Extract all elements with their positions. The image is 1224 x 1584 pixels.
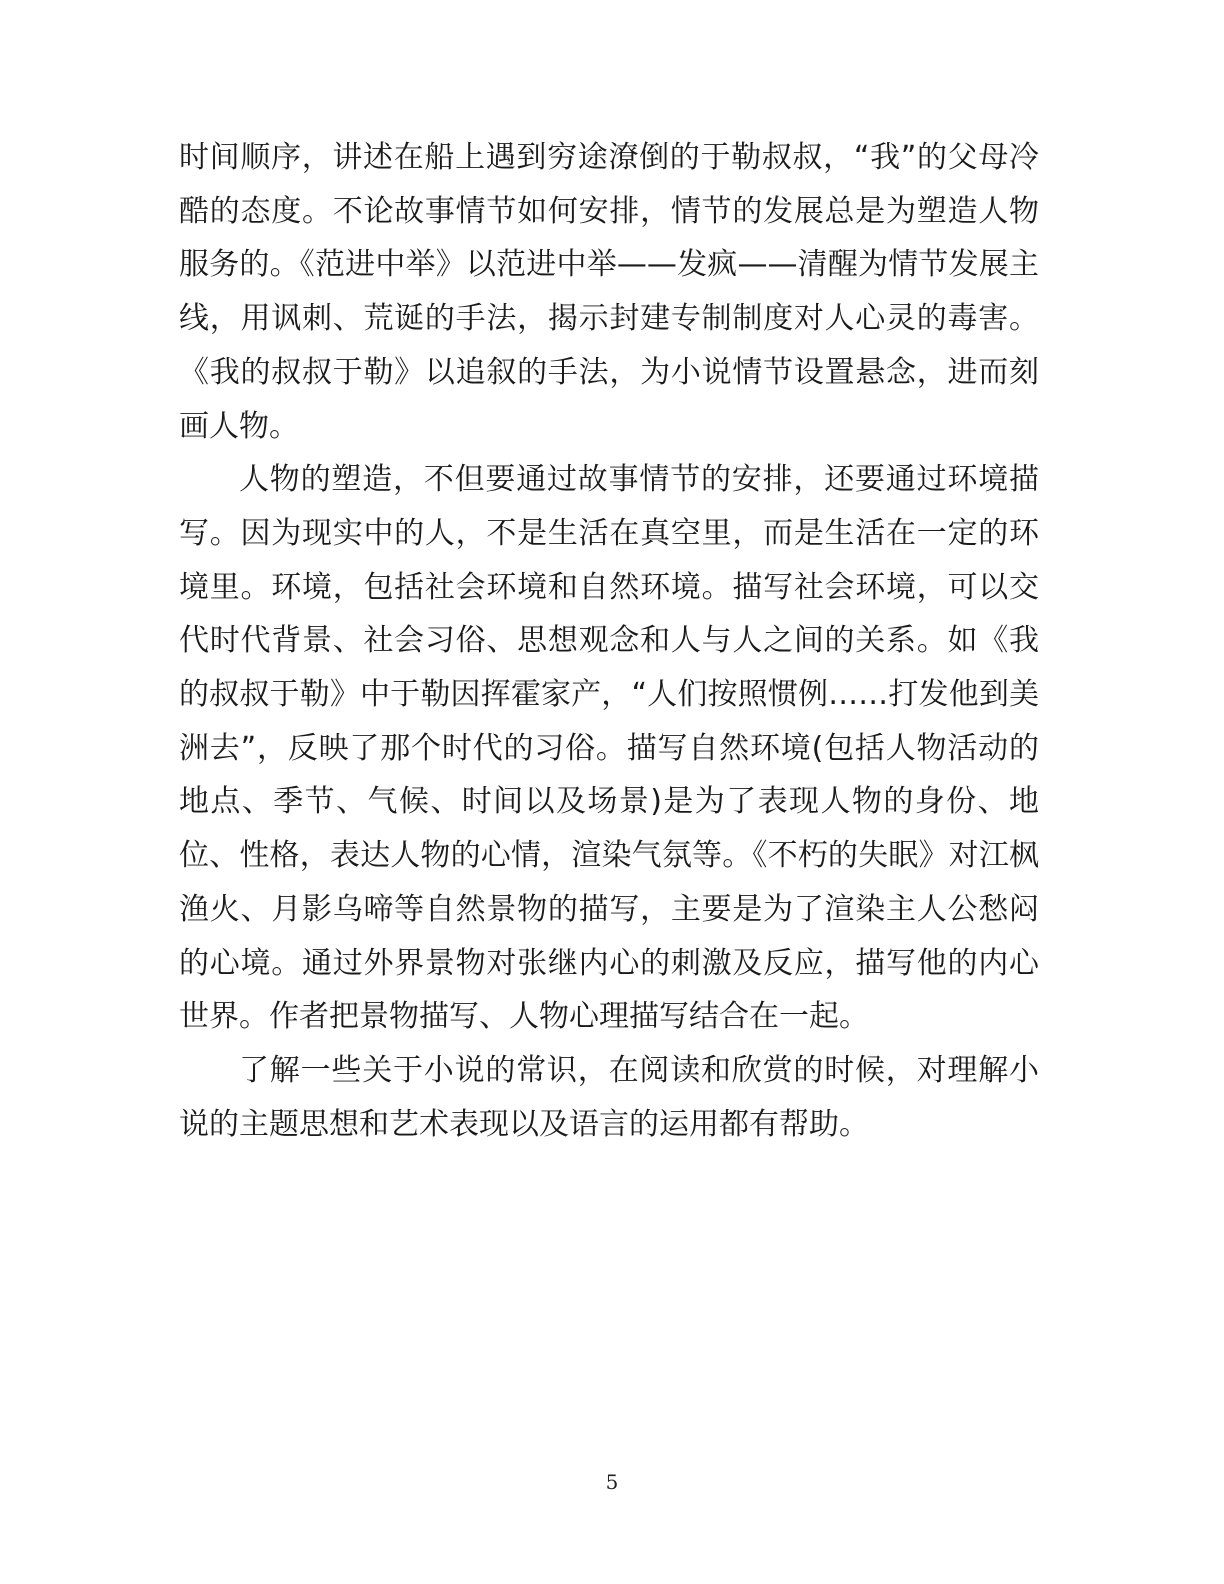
body-text [179, 131, 1039, 1151]
paragraph-3: 了解一些关于小说的常识，在阅读和欣赏的时候，对理解小说的主题思想和艺术表现以及语言的运用都有帮助。 [179, 1052, 1039, 1142]
page-number: 5 [605, 1470, 619, 1494]
paragraph-2: 人物的塑造，不但要通过故事情节的安排，还要通过环境描写。因为现实中的人，不是生活在真空里，而是生活在一定的环境里。环境，包括社会环境和自然环境。描写社会环境，可以交代时代背景、社会习俗、思想观念和人与人之间的关系。如《我的叔叔于勒》中于勒因挥霍家产，“人们按照惯例……打发他到美洲去”，反映了那个时代的习俗。描写自然环境(包括人物活动的地点、季节、气候、时间以及场景)是为了表现人物的身份、地位、性格，表达人物的心情，渲染气氛等。《不朽的失眠》对江枫渔火、月影乌啼等自然景物的描写，主要是为了渲染主人公愁闷的心境。通过外界景物对张继内心的刺激及反应，描写他的内心世界。作者把景物描写、人物心理描写结合在一起。 [179, 462, 1039, 1035]
paragraph-1: 时间顺序，讲述在船上遇到穷途潦倒的于勒叔叔，“我”的父母冷酷的态度。不论故事情节如何安排，情节的发展总是为塑造人物服务的。《范进中举》以范进中举——发疯——清醒为情节发展主线，用讽刺、荒诞的手法，揭示封建专制制度对人心灵的毒害。《我的叔叔于勒》以追叙的手法，为小说情节设置悬念，进而刻画人物。 [179, 140, 1039, 444]
